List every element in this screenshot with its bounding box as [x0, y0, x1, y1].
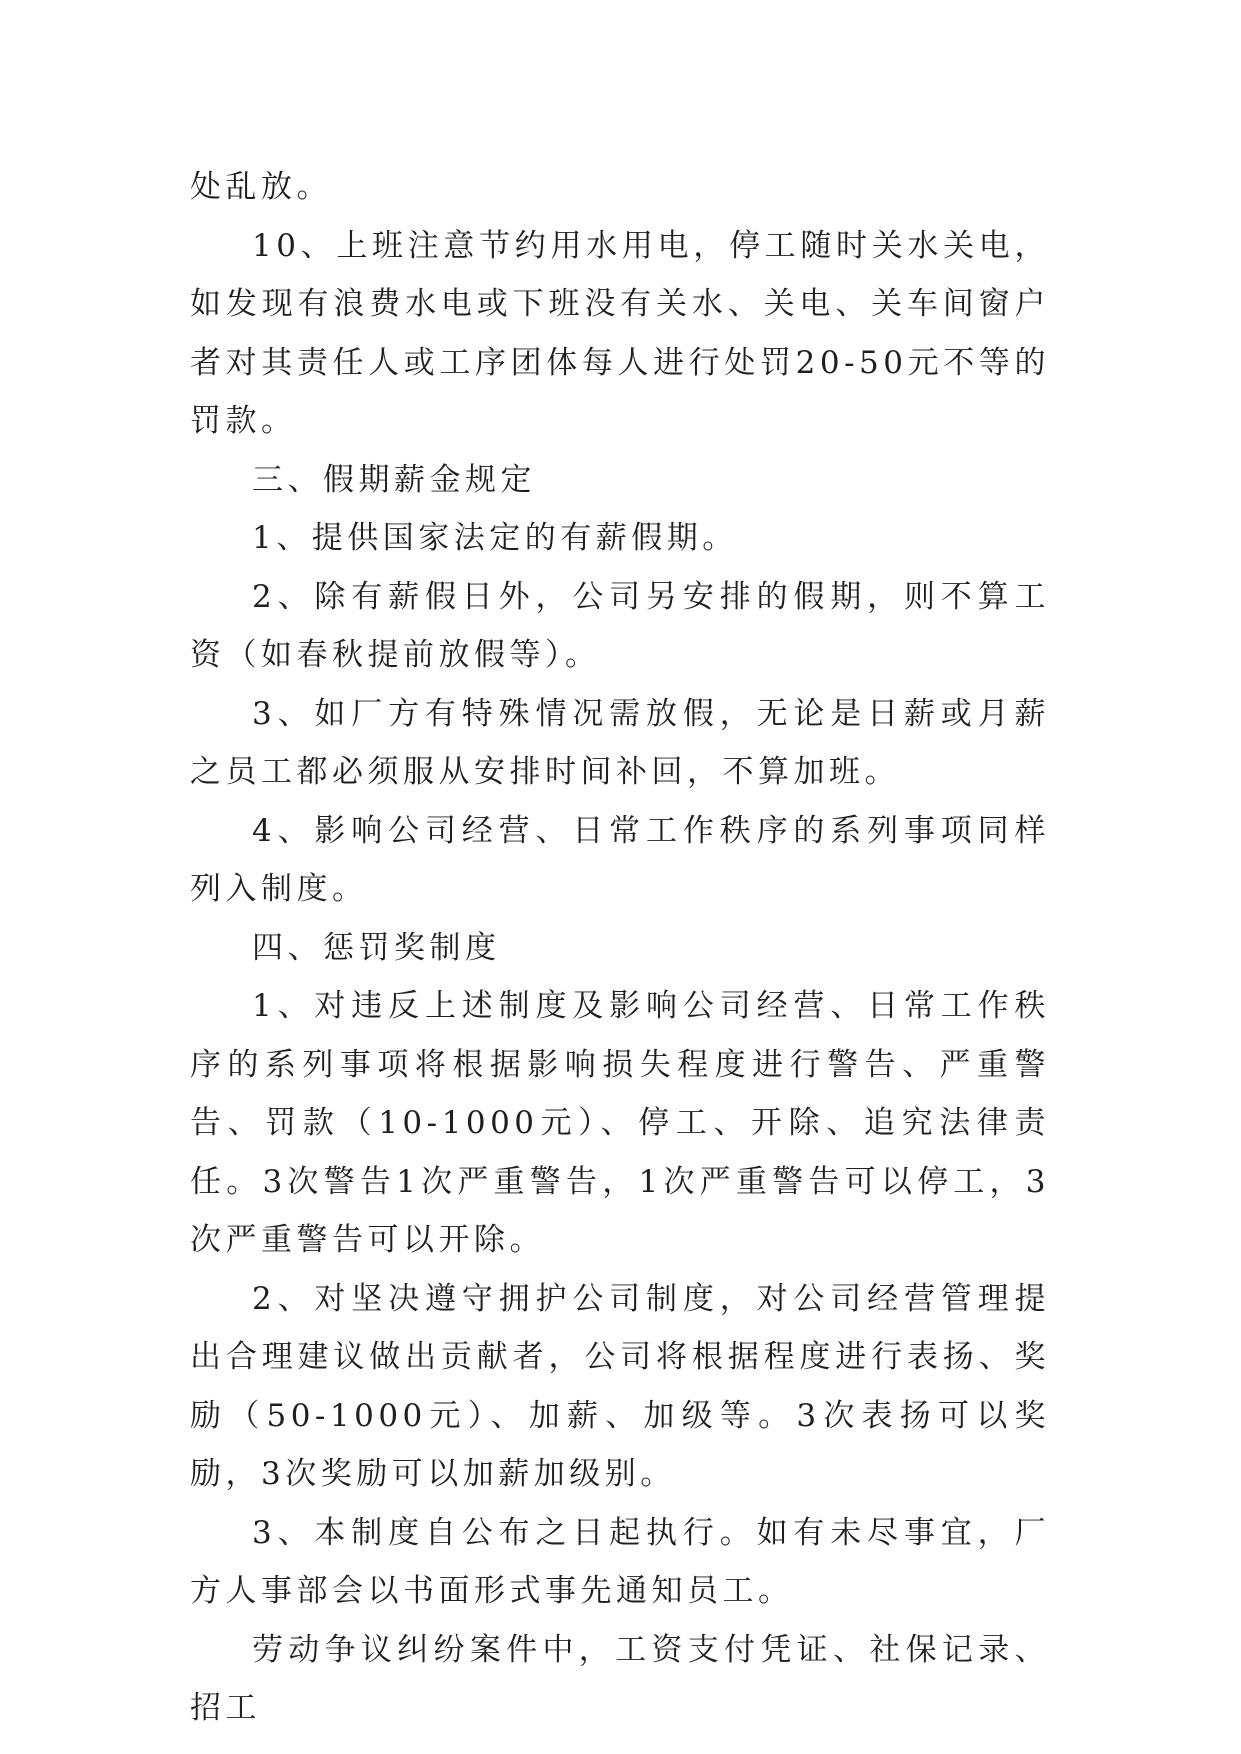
paragraph-holiday-item-2: 2、除有薪假日外，公司另安排的假期，则不算工资（如春秋提前放假等）。 [190, 578, 1050, 673]
section-heading-holiday-pay: 三、假期薪金规定 [252, 461, 536, 498]
paragraph-item-10-utilities: 10、上班注意节约用水用电，停工随时关水关电，如发现有浪费水电或下班没有关水、关电、关车间窗户者对其责任人或工序团体每人进行处罚20-50元不等的罚款。 [190, 227, 1050, 439]
document-body [190, 158, 1050, 1738]
paragraph-holiday-item-3: 3、如厂方有特殊情况需放假，无论是日薪或月薪之员工都必须服从安排时间补回，不算加班。 [190, 695, 1050, 790]
paragraph-labor-dispute: 劳动争议纠纷案件中，工资支付凭证、社保记录、招工 [190, 1631, 1050, 1726]
paragraph-reward-item-2: 2、对坚决遵守拥护公司制度，对公司经营管理提出合理建议做出贡献者，公司将根据程度进行表扬、奖励（50-1000元）、加薪、加级等。3次表扬可以奖励，3次奖励可以加薪加级别。 [190, 1280, 1050, 1492]
paragraph-holiday-item-1: 1、提供国家法定的有薪假期。 [252, 520, 738, 556]
paragraph-holiday-item-4: 4、影响公司经营、日常工作秩序的系列事项同样列入制度。 [190, 812, 1050, 907]
section-heading-reward-penalty: 四、惩罚奖制度 [252, 929, 501, 966]
paragraph-continuation: 处乱放。 [190, 169, 332, 205]
paragraph-effective-item-3: 3、本制度自公布之日起执行。如有未尽事宜，厂方人事部会以书面形式事先通知员工。 [190, 1514, 1050, 1609]
paragraph-penalty-item-1: 1、对违反上述制度及影响公司经营、日常工作秩序的系列事项将根据影响损失程度进行警告、严重警告、罚款（10-1000元）、停工、开除、追究法律责任。3次警告1次严重警告，1次严重警告可以停工，3次严重警告可以开除。 [190, 988, 1050, 1258]
